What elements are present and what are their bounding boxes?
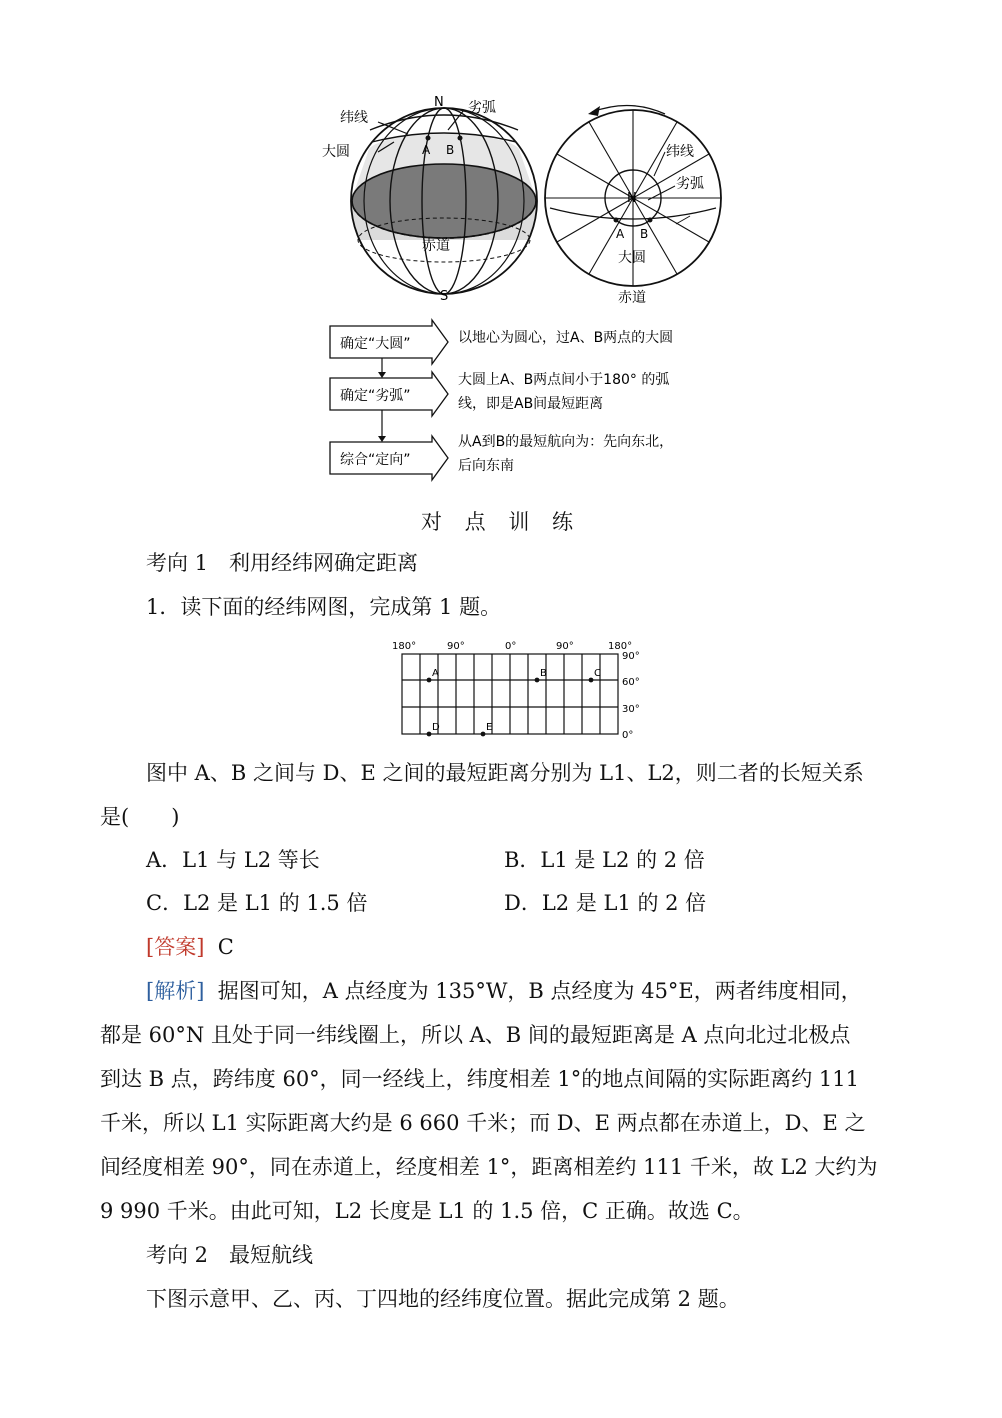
polar-point-b: B bbox=[640, 227, 649, 241]
option-d: D．L2 是 L1 的 2 倍 bbox=[504, 891, 707, 915]
globe-inferior-arc-label: 劣弧 bbox=[468, 100, 496, 116]
question-1-stem-line-1: 图中 A、B 之间与 D、E 之间的最短距离分别为 L1、L2，则二者的长短关系 bbox=[146, 761, 864, 785]
grid-top-label-90w: 90° bbox=[447, 641, 465, 652]
grid-lat-label-90: 90° bbox=[622, 651, 640, 662]
flow-box-1: 确定“大圆” bbox=[340, 336, 411, 352]
topic-1-heading: 考向 1 利用经纬网确定距离 bbox=[146, 551, 419, 575]
flow-diagram bbox=[320, 318, 720, 484]
question-2-intro: 下图示意甲、乙、丙、丁四地的经纬度位置。据此完成第 2 题。 bbox=[146, 1287, 740, 1311]
globe-great-circle-label: 大圆 bbox=[322, 144, 350, 160]
grid-lat-label-60: 60° bbox=[622, 677, 640, 688]
flow-text-3b: 后向东南 bbox=[458, 458, 514, 474]
polar-inferior-arc-label: 劣弧 bbox=[676, 176, 704, 192]
polar-point-a: A bbox=[616, 227, 625, 241]
grid-top-label-90e: 90° bbox=[556, 641, 574, 652]
option-c: C．L2 是 L1 的 1.5 倍 bbox=[146, 891, 368, 915]
polar-pole-label: N bbox=[627, 191, 637, 206]
globe-north: N bbox=[434, 95, 444, 110]
analysis-tag: [解析] bbox=[146, 979, 205, 1003]
answer-value: C bbox=[217, 935, 234, 959]
grid-point-e: E bbox=[486, 722, 493, 733]
globe bbox=[322, 95, 544, 304]
globe-equator-label: 赤道 bbox=[422, 238, 450, 254]
grid-point-a: A bbox=[432, 668, 439, 679]
polar-weft-label: 纬线 bbox=[666, 144, 694, 160]
analysis-line-6: 9 990 千米。由此可知，L2 长度是 L1 的 1.5 倍，C 正确。故选 C。 bbox=[100, 1199, 754, 1223]
analysis-line-4: 千米，所以 L1 实际距离大约是 6 660 千米；而 D、E 两点都在赤道上，D、E 之 bbox=[100, 1111, 866, 1135]
globe-point-a: A bbox=[422, 143, 431, 157]
topic-2-heading: 考向 2 最短航线 bbox=[146, 1243, 314, 1267]
answer-line bbox=[146, 932, 946, 962]
grid-lat-label-30: 30° bbox=[622, 704, 640, 715]
analysis-line-5: 间经度相差 90°，同在赤道上，经度相差 1°，距离相差约 111 千米，故 L2 大约为 bbox=[100, 1155, 878, 1179]
option-b: B．L1 是 L2 的 2 倍 bbox=[504, 848, 705, 872]
flow-text-3a: 从A到B的最短航向为：先向东北， bbox=[458, 434, 674, 450]
globe-weft-label: 纬线 bbox=[340, 110, 368, 126]
analysis-line-2: 都是 60°N 且处于同一纬线圈上，所以 A、B 间的最短距离是 A 点向北过北极点 bbox=[100, 1023, 851, 1047]
grid-top-label-180e: 180° bbox=[608, 641, 633, 652]
globe-point-b: B bbox=[446, 143, 455, 157]
globe-figure bbox=[310, 90, 730, 310]
analysis-line-3: 到达 B 点，跨纬度 60°，同一经线上，纬度相差 1°的地点间隔的实际距离约 111 bbox=[100, 1067, 859, 1091]
analysis-line-1 bbox=[146, 976, 946, 1006]
flow-box-2: 确定“劣弧” bbox=[340, 388, 411, 404]
globe-south: S bbox=[440, 289, 449, 304]
grid-point-d: D bbox=[432, 722, 440, 733]
flow-text-1: 以地心为圆心，过A、B两点的大圆 bbox=[458, 330, 674, 346]
grid-lat-label-0: 0° bbox=[622, 730, 634, 741]
section-title: 对 点 训 练 bbox=[420, 510, 582, 534]
question-1-intro: 1．读下面的经纬网图，完成第 1 题。 bbox=[146, 595, 502, 619]
analysis-text-1: 据图可知，A 点经度为 135°W，B 点经度为 45°E，两者纬度相同， bbox=[217, 979, 862, 1003]
question-1-stem-line-2: 是( ) bbox=[100, 805, 180, 829]
flow-text-2a: 大圆上A、B两点间小于180° 的弧 bbox=[458, 372, 670, 388]
option-a: A．L1 与 L2 等长 bbox=[146, 848, 320, 872]
polar-great-circle-label: 大圆 bbox=[618, 250, 646, 266]
flow-box-3: 综合“定向” bbox=[340, 452, 411, 468]
grid-point-b: B bbox=[540, 668, 547, 679]
grid-top-label-0: 0° bbox=[505, 641, 517, 652]
answer-tag: [答案] bbox=[146, 935, 205, 959]
flow-text-2b: 线，即是AB间最短距离 bbox=[458, 396, 604, 412]
lat-long-grid bbox=[390, 636, 650, 746]
polar-view bbox=[545, 105, 721, 306]
polar-equator-label: 赤道 bbox=[618, 290, 646, 306]
grid-top-label-180w: 180° bbox=[392, 641, 417, 652]
grid-point-c: C bbox=[594, 668, 601, 679]
